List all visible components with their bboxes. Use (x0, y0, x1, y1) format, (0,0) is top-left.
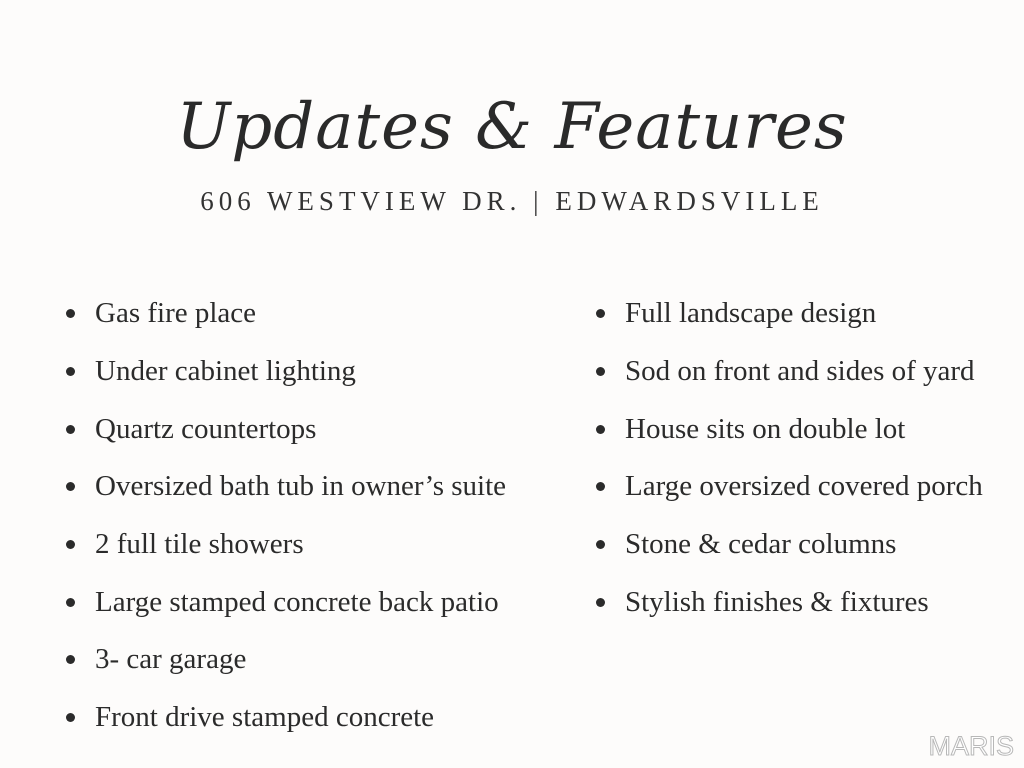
list-item (592, 285, 983, 343)
maris-watermark: MARIS (928, 731, 1014, 761)
list-item (62, 400, 506, 458)
feature-text: Front drive stamped concrete (95, 701, 435, 734)
feature-text: Large oversized covered porch (625, 470, 983, 503)
list-item (592, 400, 983, 458)
list-item (62, 285, 506, 343)
list-item (592, 343, 983, 401)
features-list-right (592, 285, 983, 631)
bullet-icon (66, 425, 75, 434)
page-title: Updates & Features (176, 90, 848, 164)
bullet-icon (596, 540, 605, 549)
feature-text: Gas fire place (95, 297, 257, 330)
feature-text: Sod on front and sides of yard (625, 355, 975, 388)
bullet-icon (66, 713, 75, 722)
bullet-icon (66, 482, 75, 491)
feature-text: Quartz countertops (95, 412, 317, 445)
feature-text: Stone & cedar columns (625, 528, 897, 561)
feature-text: Stylish finishes & fixtures (625, 585, 929, 618)
feature-text: Large stamped concrete back patio (95, 585, 499, 618)
bullet-icon (66, 540, 75, 549)
list-item (592, 458, 983, 516)
list-item (62, 631, 506, 689)
feature-text: Full landscape design (625, 297, 877, 330)
feature-text: Oversized bath tub in owner’s suite (95, 470, 507, 503)
list-item (62, 689, 506, 747)
bullet-icon (596, 309, 605, 318)
list-item (62, 516, 506, 574)
address-subtitle: 606 WESTVIEW DR. | EDWARDSVILLE (200, 186, 824, 216)
bullet-icon (596, 482, 605, 491)
list-item (592, 516, 983, 574)
list-item (592, 573, 983, 631)
bullet-icon (596, 425, 605, 434)
bullet-icon (66, 309, 75, 318)
list-item (62, 343, 506, 401)
list-item (62, 573, 506, 631)
features-list-left (62, 285, 506, 747)
feature-text: House sits on double lot (625, 412, 906, 445)
bullet-icon (66, 598, 75, 607)
feature-text: Under cabinet lighting (95, 355, 356, 388)
feature-text: 2 full tile showers (95, 528, 304, 561)
bullet-icon (596, 367, 605, 376)
bullet-icon (596, 598, 605, 607)
list-item (62, 458, 506, 516)
bullet-icon (66, 655, 75, 664)
bullet-icon (66, 367, 75, 376)
feature-text: 3- car garage (95, 643, 247, 676)
